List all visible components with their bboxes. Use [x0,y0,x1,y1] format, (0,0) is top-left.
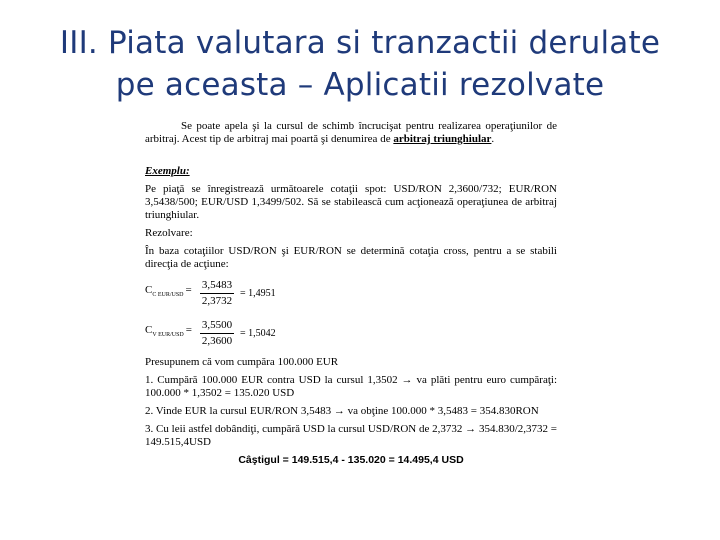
document-excerpt [145,120,557,467]
fraction [197,319,237,348]
intro-term: arbitraj triunghiular [393,133,492,145]
denominator: 2,3600 [201,334,233,347]
solution-heading: Rezolvare: [145,227,193,239]
formula-label: $C_{C EUR/USD}$ = [145,283,192,299]
denominator: 2,3732 [201,294,233,307]
intro-end: . [491,133,495,145]
formula-result: = 1,4951 [240,287,276,299]
fraction [197,279,237,308]
formula-sell-rate [145,316,557,350]
problem-statement: Pe piaţă se înregistrează următoarele cotaţii spot: USD/RON 2,3600/732; EUR/RON 3,5438/500; EUR/USD 1,3499/502. Să se stabilească cum acţionează operaţiunea de arbitraj triunghiular. [145,183,557,221]
assumption: Presupunem că vom cumpăra 100.000 EUR [145,356,339,368]
numerator: 3,5483 [200,279,234,294]
slide-title-line-2: pe aceasta – Aplicatii rezolvate [115,67,605,103]
formula-buy-rate [145,276,557,310]
formula-label: $C_{V EUR/USD}$ = [145,323,192,339]
slide-title-line-1: III. Piata valutara si tranzactii derulate [59,25,661,61]
solution-intro: În baza cotaţiilor USD/RON şi EUR/RON se determină cotaţia cross, pentru a se stabili direcţia de acţiune: [145,245,557,270]
numerator: 3,5500 [200,319,234,334]
step-2: 2. Vinde EUR la cursul EUR/RON 3,5483 → va obţine 100.000 * 3,5483 = 354.830RON [145,405,539,417]
step-1: 1. Cumpără 100.000 EUR contra USD la cursul 1,3502 → va plăti pentru euro cumpăraţi: 100.000 * 1,3502 = 135.020 USD [145,374,557,399]
slide-title [0,22,720,106]
step-3: 3. Cu leii astfel dobândiţi, cumpără USD la cursul USD/RON de 2,3732 → 354.830/2,3732 = 149.515,4USD [145,423,557,448]
intro-text: Se poate apela şi la cursul de schimb încrucişat pentru realizarea operaţiunilor de arbitraj. Acest tip de arbitraj mai poartă şi denumirea de [145,120,557,145]
example-heading: Exemplu: [145,165,190,177]
intro-paragraph [145,120,557,146]
formula-result: = 1,5042 [240,327,276,339]
conclusion: Câştigul = 149.515,4 - 135.020 = 14.495,4 USD [238,454,464,466]
